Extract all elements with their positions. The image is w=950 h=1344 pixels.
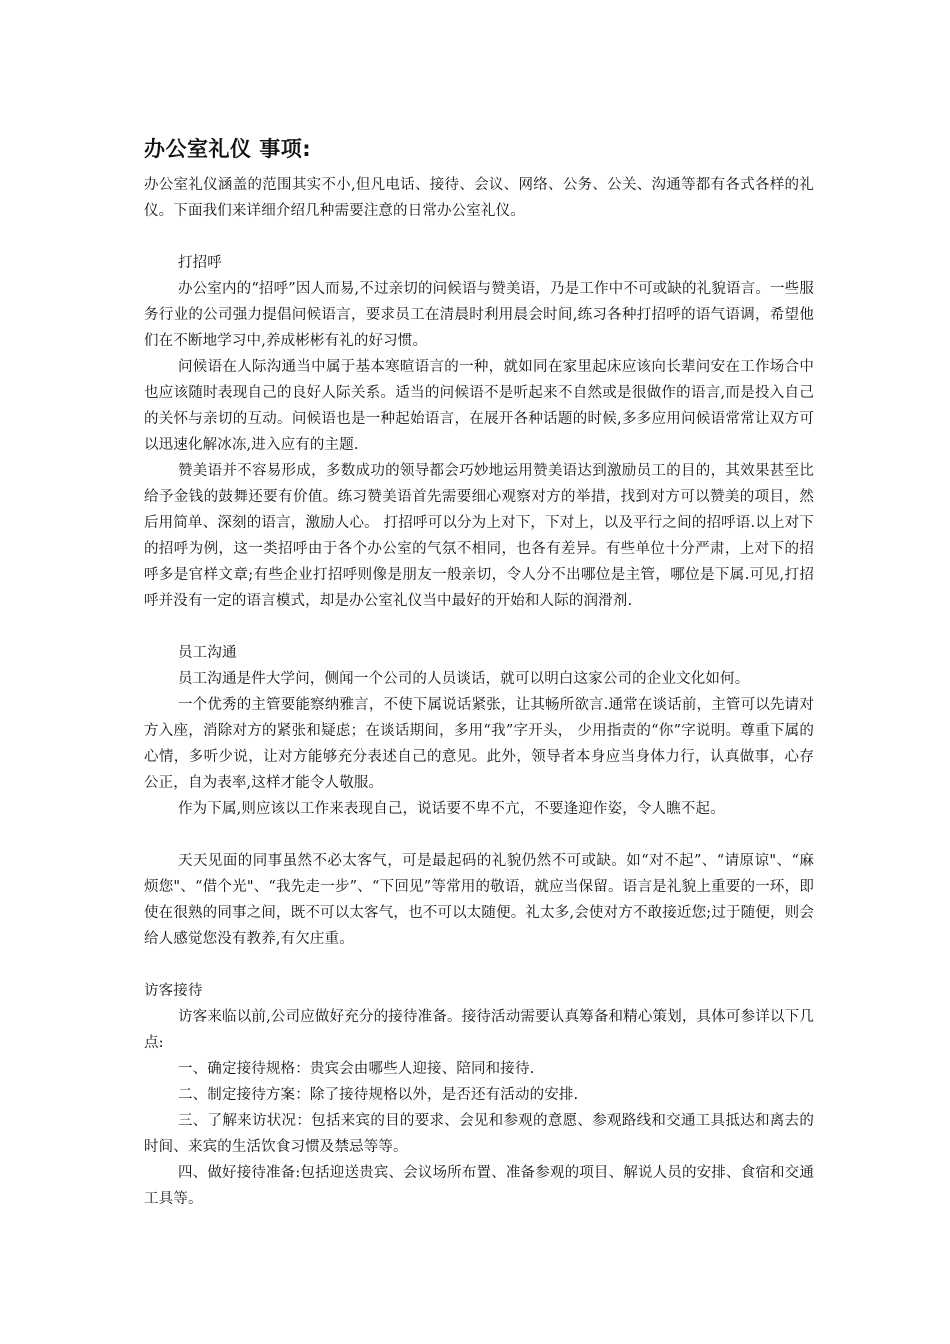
communication-paragraph-4: 天天见面的同事虽然不必太客气，可是最起码的礼貌仍然不可或缺。如“对不起”、“请原谅"、“麻烦您"、“借个光"、“我先走一步”、“下回见”等常用的敬语，就应当保留。语言是礼貌上重要的一环，即使在很熟的同事之间，既不可以太客气，也不可以太随便。礼太多,会使对方不敢接近您;过于随便，则会给人感觉您没有教养,有欠庄重。 (144, 853, 814, 947)
greeting-paragraph-3: 赞美语并不容易形成，多数成功的领导都会巧妙地运用赞美语达到激励员工的目的，其效果甚至比给予金钱的鼓舞还要有价值。练习赞美语首先需要细心观察对方的举措，找到对方可以赞美的项目，然后用简单、深刻的语言，激励人心。 打招呼可以分为上对下，下对上，以及平行之间的招呼语.以上对下的招呼为例，这一类招呼由于各个办公室的气氛不相同，也各有差异。有些单位十分严肃，上对下的招呼多是官样文章;有些企业打招呼则像是朋友一般亲切，令人分不出哪位是主管，哪位是下属.可见,打招呼并没有一定的语言模式，却是办公室礼仪当中最好的开始和人际的润滑剂. (144, 463, 814, 609)
spacer (144, 224, 814, 250)
greeting-paragraph-1: 办公室内的“招呼”因人而易,不过亲切的问候语与赞美语，乃是工作中不可或缺的礼貌语言。一些服务行业的公司强力提倡问候语言，要求员工在清晨时利用晨会时间,练习各种打招呼的语气语调，希望他们在不断地学习中,养成彬彬有礼的好习惯。 (144, 281, 814, 349)
reception-item-2: 二、制定接待方案：除了接待规格以外，是否还有活动的安排. (178, 1087, 579, 1103)
greeting-paragraph-2: 问候语在人际沟通当中属于基本寒暄语言的一种，就如同在家里起床应该向长辈问安在工作场合中也应该随时表现自己的良好人际关系。适当的问候语不是听起来不自然或是很做作的语言,而是投入自己的关怀与亲切的互动。问候语也是一种起始语言，在展开各种话题的时候,多多应用问候语常常让双方可以迅速化解冰冻,进入应有的主题. (144, 359, 814, 453)
document-title: 办公室礼仪 事项: (144, 137, 312, 161)
communication-paragraph-2: 一个优秀的主管要能察纳雅言，不使下属说话紧张，让其畅所欲言.通常在谈话前，主管可以先请对方入座，消除对方的紧张和疑虑；在谈话期间，多用“我”字开头， 少用指责的“你”字说明。尊重下属的心情，多听少说，让对方能够充分表述自己的意见。此外，领导者本身应当身体力行，认真做事，心存公正，自为表率,这样才能令人敬服。 (144, 697, 814, 791)
reception-paragraph-1: 访客来临以前,公司应做好充分的接待准备。接待活动需要认真筹备和精心策划，具体可参详以下几点: (144, 1009, 814, 1051)
spacer (144, 952, 814, 978)
reception-item-3: 三、了解来访状况：包括来宾的目的要求、会见和参观的意愿、参观路线和交通工具抵达和离去的时间、来宾的生活饮食习惯及禁忌等等。 (144, 1113, 814, 1155)
section-heading-communication: 员工沟通 (178, 645, 237, 661)
reception-item-1: 一、确定接待规格：贵宾会由哪些人迎接、陪同和接待. (178, 1061, 535, 1077)
document-page (144, 134, 814, 1212)
section-heading-greeting: 打招呼 (178, 255, 222, 271)
reception-item-4: 四、做好接待准备:包括迎送贵宾、会议场所布置、准备参观的项目、解说人员的安排、食宿和交通工具等。 (144, 1165, 814, 1207)
spacer (144, 614, 814, 640)
communication-paragraph-3: 作为下属,则应该以工作来表现自己，说话要不卑不亢，不要逢迎作姿，令人瞧不起。 (178, 801, 725, 817)
section-heading-reception: 访客接待 (144, 983, 203, 999)
spacer (144, 822, 814, 848)
communication-paragraph-1: 员工沟通是件大学问，侧闻一个公司的人员谈话，就可以明白这家公司的企业文化如何。 (178, 671, 750, 687)
intro-paragraph: 办公室礼仪涵盖的范围其实不小,但凡电话、接待、会议、网络、公务、公关、沟通等都有各式各样的礼仪。下面我们来详细介绍几种需要注意的日常办公室礼仪。 (144, 177, 814, 219)
